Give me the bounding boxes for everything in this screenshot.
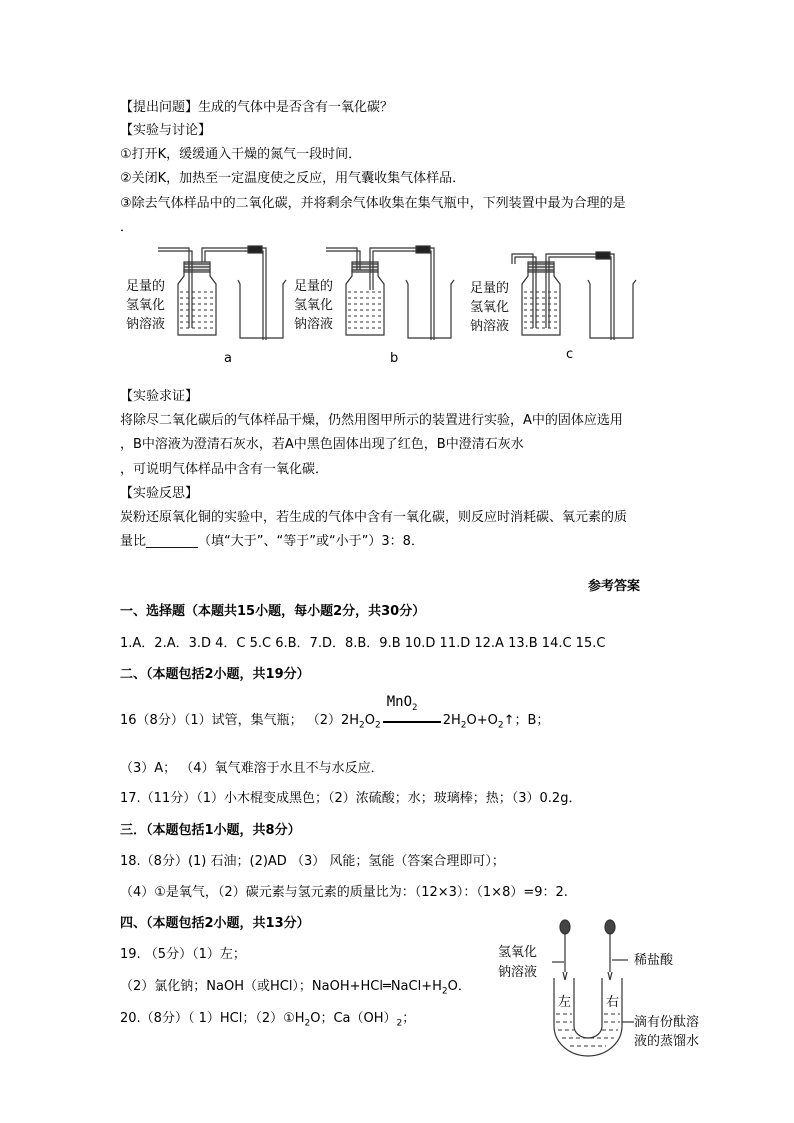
verify-heading: 【实验求证】 [120, 389, 199, 404]
utube-right-arm: 右 [606, 995, 620, 1010]
question-heading: 【提出问题】生成的气体中是否含有一氧化碳？ [120, 100, 394, 115]
caption-a: a [224, 351, 232, 366]
label-a-1: 足量的 [126, 279, 166, 294]
utube-bottom-label-1: 滴有份酞溶 [634, 1015, 700, 1030]
q17-answer: 17.（11分）（1）小木棍变成黑色；（2）浓硫酸；水；玻璃棒；热；（3）0.2g． [120, 791, 582, 806]
reflect-line-1: 炭粉还原氧化铜的实验中，若生成的气体中含有一氧化碳，则反应时消耗碳、氧元素的质 [120, 510, 628, 525]
catalyst-arrow: MnO$_2$ [381, 712, 443, 730]
utube-left-label-1: 氢氧化 [498, 945, 538, 960]
label-b-1: 足量的 [294, 279, 334, 294]
step-1: ①打开K，缓缓通入干燥的氮气一段时间． [120, 147, 362, 162]
q19-line-2: （2）氯化钠；NaOH（或HCl）；$NaOH+HCl═NaCl+H_2O$． [120, 979, 471, 997]
label-b-3: 钠溶液 [294, 317, 334, 332]
utube-left-label-2: 钠溶液 [498, 965, 538, 980]
q16-line-1: 16（8分）（1）试管，集气瓶； $(2)2H_2O_2$ MnO$_2$ $2H_2O+O_2↑$；B； [120, 694, 550, 731]
section-1-title: 一、选择题（本题共15小题，每小题2分，共30分） [120, 604, 426, 619]
answers-title: 参考答案 [588, 579, 641, 594]
label-a-3: 钠溶液 [126, 317, 166, 332]
caption-b: b [390, 351, 399, 366]
verify-line-1: 将除尽二氧化碳后的气体样品干燥，仍然用图甲所示的装置进行实验，A中的固体应选用 [120, 413, 623, 428]
section-1-answers: 1.A．2.A．3.D 4．C 5.C 6.B．7.D．8.B．9.B 10.D 11.D 12.A 13.B 14.C 15.C [120, 636, 606, 651]
apparatus-c [512, 252, 636, 340]
reflect-line-2: 量比________（填“大于”、“等于”或“小于”）3：8． [120, 534, 424, 549]
utube-left-arm: 左 [558, 995, 572, 1010]
label-b-2: 氢氧化 [294, 298, 334, 313]
caption-c: c [566, 347, 574, 362]
label-a-2: 氢氧化 [126, 298, 166, 313]
u-tube-figure [498, 918, 714, 1058]
apparatus-b [326, 246, 454, 340]
q18-line-1: 18.（8分）(1) 石油；(2)AD （3） 风能；氢能（答案合理即可）； [120, 854, 505, 869]
q16-line-2: （3）A； （4）氧气难溶于水且不与水反应． [120, 761, 384, 776]
verify-line-2: ，B中溶液为澄清石灰水，若A中黑色固体出现了红色，B中澄清石灰水 [120, 437, 524, 452]
section-4-title: 四、（本题包括2小题，共13分） [120, 916, 310, 931]
verify-line-3: ，可说明气体样品中含有一氧化碳． [120, 462, 329, 477]
q18-line-2: （4）①是氧气，（2）碳元素与氢元素的质量比为：（12×3）：（1×8）=9：2. [120, 885, 568, 900]
q20-answer: 20.（8分）（ 1）HCl；$(2)①H_2O$；$Ca(OH)_2$； [120, 1011, 416, 1029]
label-c-1: 足量的 [470, 281, 510, 296]
co2-removal-apparatus-figure [118, 240, 678, 368]
q19-line-1: 19. （5分）（1）左； [120, 947, 246, 962]
section-2-title: 二、（本题包括2小题，共19分） [120, 667, 310, 682]
label-c-3: 钠溶液 [470, 319, 510, 334]
discussion-heading: 【实验与讨论】 [120, 123, 212, 138]
label-c-2: 氢氧化 [470, 300, 510, 315]
section-3-title: 三．（本题包括1小题，共8分） [120, 823, 301, 838]
reflect-heading: 【实验反思】 [120, 486, 199, 501]
step-3: ③除去气体样品中的二氧化碳，并将剩余气体收集在集气瓶中，下列装置中最为合理的是 [120, 196, 626, 211]
utube-bottom-label-2: 液的蒸馏水 [634, 1034, 700, 1049]
apparatus-a [158, 246, 286, 340]
step-3-tail: ． [120, 220, 134, 235]
step-2: ②关闭K，加热至一定温度使之反应，用气囊收集气体样品． [120, 171, 466, 186]
utube-right-label: 稀盐酸 [634, 953, 674, 968]
